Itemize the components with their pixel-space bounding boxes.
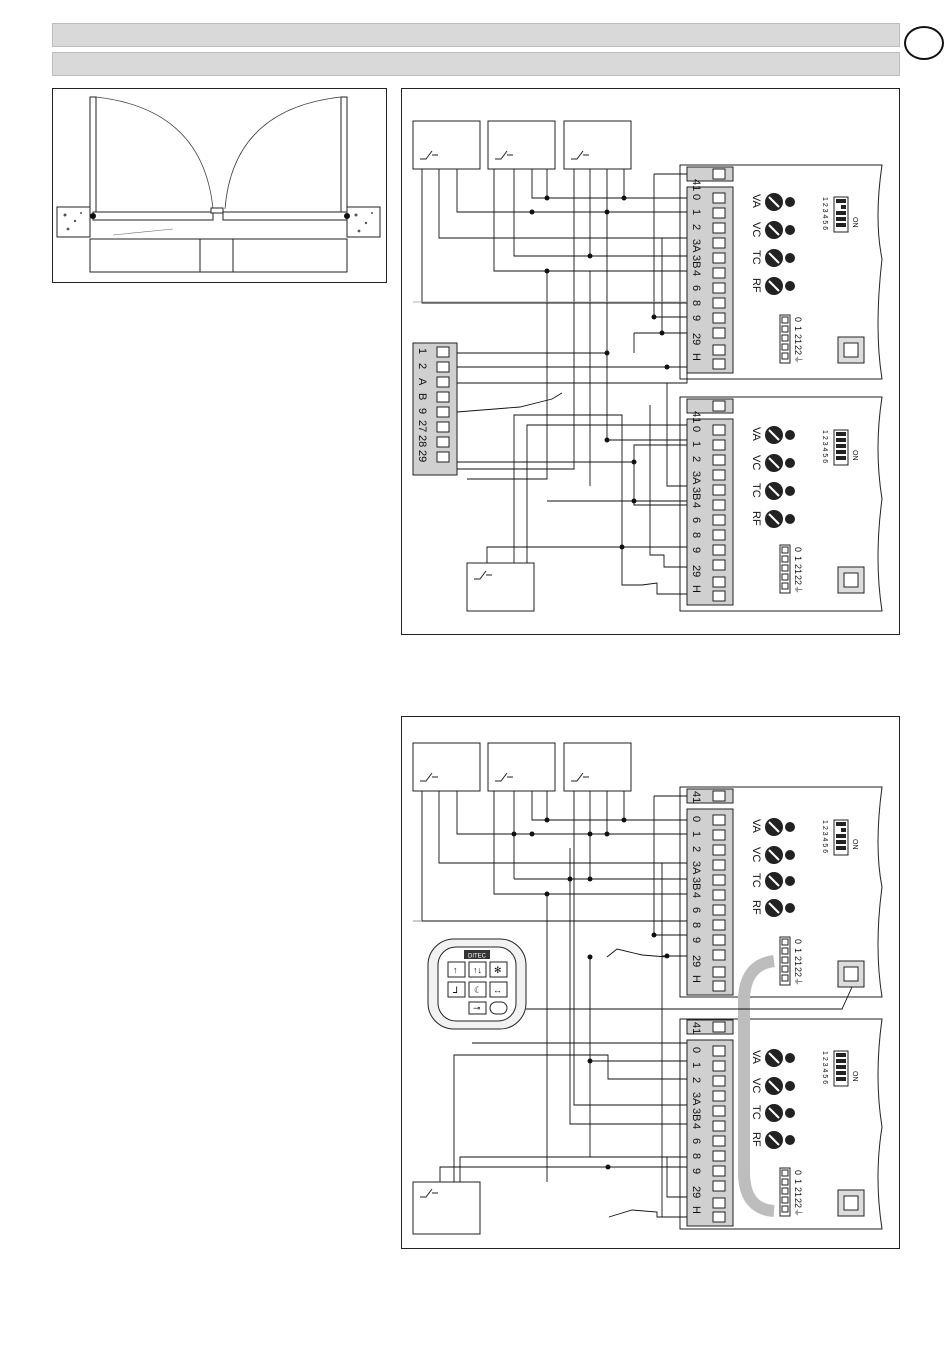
terminal-label: 2 (690, 224, 702, 231)
keypad-device (428, 939, 526, 1029)
header-bar-bottom (52, 52, 900, 76)
keypad-brand: DITEC (468, 953, 486, 960)
knob-label: TC (750, 250, 762, 265)
jumper-label: 0 (793, 317, 803, 323)
jumper-label: 1 (793, 1179, 803, 1185)
terminal-label: 9 (690, 315, 702, 322)
terminal-label: 9 (690, 1168, 702, 1175)
jumper-label: ⏚ (793, 977, 803, 987)
terminal-label: H (690, 1206, 702, 1214)
dip-on-label: ON (851, 839, 858, 850)
terminal-label: 3A (690, 471, 702, 485)
terminal-label: 6 (690, 1138, 702, 1145)
terminal-label: 3B (690, 255, 702, 269)
jumper-label: 1 (793, 948, 803, 954)
knob-label: RF (750, 900, 762, 915)
wiring-diagram-b (401, 716, 900, 1249)
knob-label: VA (750, 427, 762, 441)
terminal-label: H (690, 353, 702, 361)
terminal-label: 3A (690, 1092, 702, 1106)
dip-numbers: 1 2 3 4 5 6 (821, 820, 828, 854)
terminal-label: 4 (690, 502, 702, 509)
dip-numbers: 1 2 3 4 5 6 (821, 197, 828, 231)
knob-label: RF (750, 1132, 762, 1147)
jumper-label: ⏚ (793, 355, 803, 365)
terminal-label: 0 (690, 426, 702, 433)
dip-on-label: ON (851, 1071, 858, 1082)
terminal-label: 3B (690, 1108, 702, 1122)
jumper-label: ⏚ (793, 585, 803, 595)
left-block-label: A (416, 378, 428, 386)
dip-numbers: 1 2 3 4 5 6 (821, 1051, 828, 1085)
jumper-label: 21 (793, 334, 803, 345)
terminal-label: 1 (690, 209, 702, 216)
terminal-label: 4 (690, 892, 702, 899)
door-plan-frame (52, 88, 387, 283)
terminal-label: 3B (690, 877, 702, 891)
terminal-label: 9 (690, 937, 702, 944)
knob-label: VA (750, 1050, 762, 1064)
terminal-label: 29 (690, 565, 702, 578)
svg-text:↑↓: ↑↓ (473, 965, 482, 975)
terminal-labels-b-bottom (690, 1022, 702, 1214)
header-bar-top (52, 23, 900, 47)
terminal-label: 1 (690, 441, 702, 448)
terminal-label: 3B (690, 487, 702, 501)
left-block-label: 27 (416, 420, 428, 433)
terminal-label: H (690, 585, 702, 593)
dip-numbers: 1 2 3 4 5 6 (821, 430, 828, 464)
knob-label: VA (750, 194, 762, 208)
left-block-label: B (416, 393, 428, 401)
terminal-label: 6 (690, 285, 702, 292)
terminal-label: 41 (690, 791, 702, 804)
terminal-label: 0 (690, 816, 702, 823)
terminal-label: 29 (690, 955, 702, 968)
terminal-label: 6 (690, 517, 702, 524)
svg-text:✻: ✻ (494, 965, 502, 975)
knob-label: VC (750, 1078, 762, 1094)
terminal-label: 41 (690, 1022, 702, 1035)
jumper-label: 21 (793, 1187, 803, 1198)
terminal-label: 1 (690, 831, 702, 838)
terminal-label: 4 (690, 270, 702, 277)
left-block-label: 29 (416, 450, 428, 463)
knob-label: RF (750, 278, 762, 293)
terminal-label: 8 (690, 1153, 702, 1160)
jumper-label: 21 (793, 956, 803, 967)
knob-label: RF (750, 511, 762, 526)
jumper-label: 1 (793, 556, 803, 562)
terminal-label: 6 (690, 907, 702, 914)
jumper-label: 22 (793, 345, 803, 356)
dip-on-label: ON (851, 217, 858, 228)
knob-label: VC (750, 222, 762, 238)
terminal-label: 0 (690, 194, 702, 201)
terminal-label: 0 (690, 1047, 702, 1054)
terminal-labels-b-top (690, 791, 702, 983)
terminal-label: 3A (690, 239, 702, 253)
terminal-label: 8 (690, 532, 702, 539)
jumper-label: 0 (793, 939, 803, 945)
wiring-diagram-a (401, 88, 900, 635)
jumper-label: 0 (793, 1170, 803, 1176)
terminal-label: 8 (690, 300, 702, 307)
svg-text:⊸: ⊸ (473, 1003, 481, 1013)
wiring-diagram-a-svg (402, 89, 899, 634)
terminal-label: 3A (690, 861, 702, 875)
terminal-label: 41 (690, 179, 702, 192)
svg-text:↑: ↑ (453, 965, 458, 975)
terminal-label: 41 (690, 411, 702, 424)
left-block-label: 9 (416, 408, 428, 415)
language-badge (904, 26, 944, 60)
svg-text:↔: ↔ (493, 985, 502, 995)
terminal-label: 29 (690, 333, 702, 346)
knob-label: TC (750, 1105, 762, 1120)
dip-on-label: ON (851, 450, 858, 461)
jumper-label: 0 (793, 547, 803, 553)
terminal-label: 2 (690, 846, 702, 853)
jumper-label: 1 (793, 326, 803, 332)
terminal-label: 2 (690, 456, 702, 463)
terminal-label: 2 (690, 1077, 702, 1084)
wiring-diagram-b-svg (402, 717, 899, 1248)
knob-label: TC (750, 483, 762, 498)
terminal-label: 4 (690, 1123, 702, 1130)
svg-text:⅃: ⅃ (453, 985, 459, 995)
terminal-label: 9 (690, 547, 702, 554)
left-block-label: 1 (416, 348, 428, 355)
jumper-label: 22 (793, 575, 803, 586)
jumper-label: 22 (793, 967, 803, 978)
jumper-label: 21 (793, 564, 803, 575)
terminal-label: 8 (690, 922, 702, 929)
knob-label: VC (750, 455, 762, 471)
left-block-label: 28 (416, 435, 428, 448)
left-block-label: 2 (416, 363, 428, 370)
terminal-label: 1 (690, 1062, 702, 1069)
svg-text:☾: ☾ (474, 985, 483, 995)
jumper-label: ⏚ (793, 1208, 803, 1218)
terminal-label: 29 (690, 1186, 702, 1199)
door-plan-drawing (53, 89, 386, 282)
knob-label: TC (750, 873, 762, 888)
knob-label: VA (750, 819, 762, 833)
jumper-label: 22 (793, 1198, 803, 1209)
knob-label: VC (750, 847, 762, 863)
terminal-label: H (690, 975, 702, 983)
